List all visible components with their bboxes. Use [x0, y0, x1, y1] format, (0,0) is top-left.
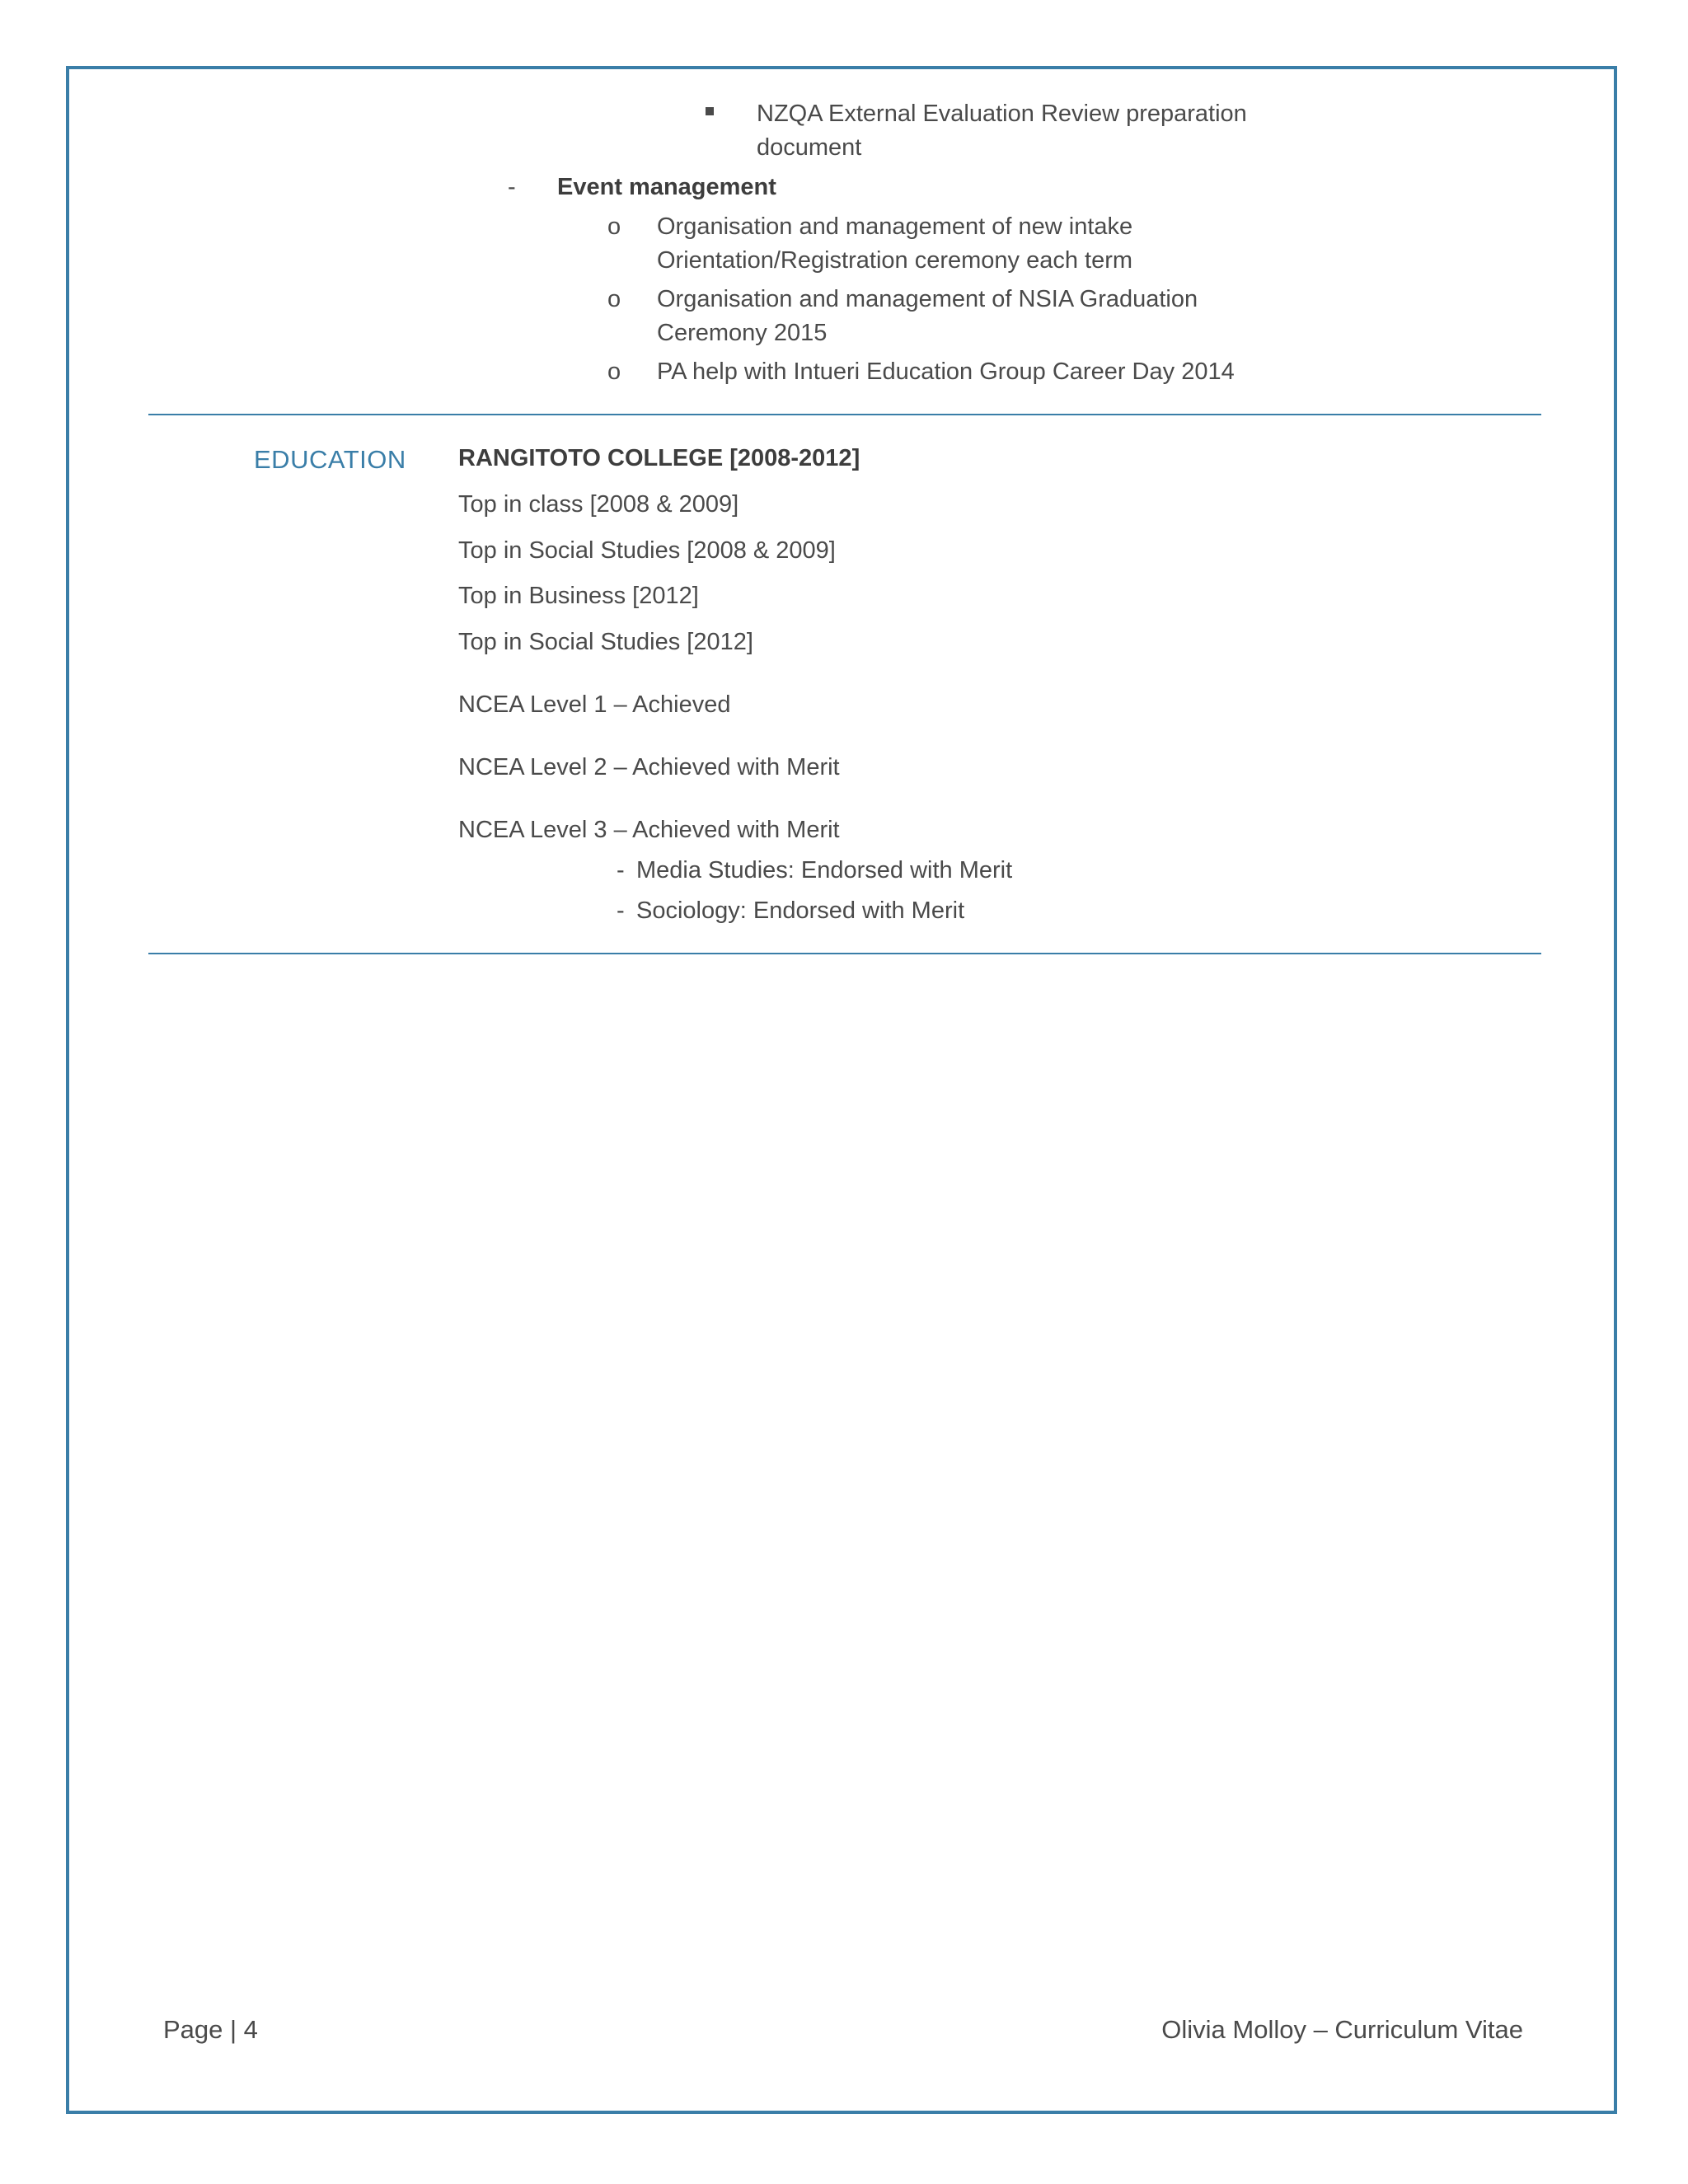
endorsement-item: Sociology: Endorsed with Merit [636, 898, 965, 924]
award-item: Top in class [2008 & 2009] [458, 491, 739, 518]
footer-document-title: Olivia Molloy – Curriculum Vitae [1161, 2015, 1523, 2044]
endorsement-item: Media Studies: Endorsed with Merit [636, 857, 1013, 883]
award-item: Top in Social Studies [2008 & 2009] [458, 537, 836, 564]
award-item: Top in Business [2012] [458, 583, 699, 609]
section-divider [148, 953, 1541, 954]
event-item-3-line-1: PA help with Intueri Education Group Career Day 2014 [657, 359, 1235, 385]
event-item-2-line-2: Ceremony 2015 [657, 320, 828, 346]
dash-bullet-marker: - [617, 857, 625, 883]
ncea-level-3: NCEA Level 3 – Achieved with Merit [458, 817, 840, 843]
section-divider [148, 414, 1541, 415]
ncea-level-1: NCEA Level 1 – Achieved [458, 691, 731, 718]
dash-bullet-marker: - [508, 174, 516, 200]
event-management-heading: Event management [557, 174, 776, 200]
event-item-2-line-1: Organisation and management of NSIA Graduation [657, 286, 1198, 312]
section-label-education: EDUCATION [254, 445, 406, 474]
sub-bullet-line-2: document [757, 134, 862, 161]
school-heading: RANGITOTO COLLEGE [2008-2012] [458, 445, 860, 471]
footer-page-number: Page | 4 [163, 2015, 258, 2044]
circle-bullet-marker: o [607, 359, 621, 385]
sub-bullet-line-1: NZQA External Evaluation Review preparation [757, 101, 1247, 127]
circle-bullet-marker: o [607, 213, 621, 240]
circle-bullet-marker: o [607, 286, 621, 312]
event-item-1-line-2: Orientation/Registration ceremony each term [657, 247, 1133, 274]
dash-bullet-marker: - [617, 898, 625, 924]
ncea-level-2: NCEA Level 2 – Achieved with Merit [458, 754, 840, 780]
square-bullet-icon [706, 107, 714, 115]
award-item: Top in Social Studies [2012] [458, 629, 753, 655]
event-item-1-line-1: Organisation and management of new intake [657, 213, 1133, 240]
